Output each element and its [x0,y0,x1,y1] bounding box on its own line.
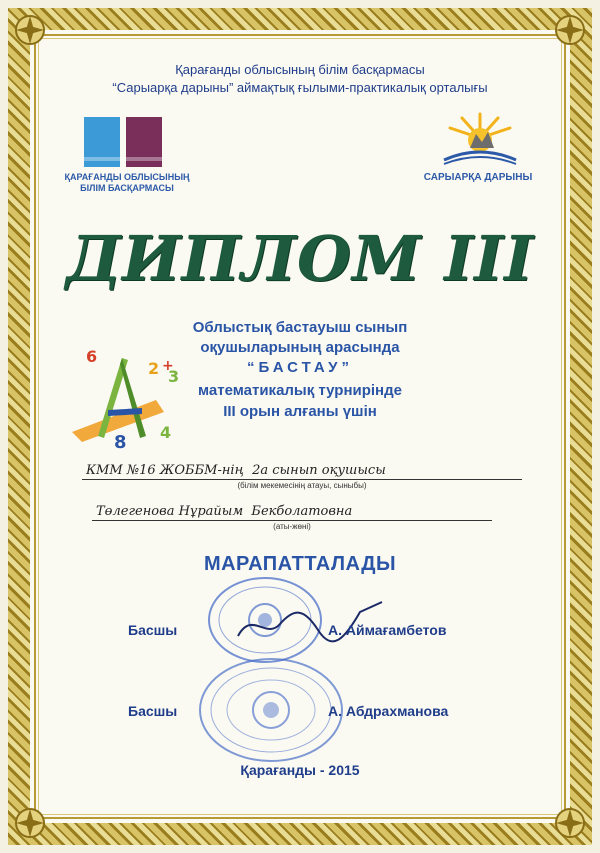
svg-text:4: 4 [160,423,172,442]
svg-text:2: 2 [148,359,160,378]
name-field [92,498,492,521]
description-line-2: оқушыларының арасында [200,339,400,356]
education-department-caption [52,172,202,194]
svg-text:+: + [162,358,174,374]
saryarka-daryny-caption: САРЫАРҚА ДАРЫНЫ [423,172,533,183]
logo-left-caption-line2: БІЛІМ БАСҚАРМАСЫ [80,183,174,193]
logo-left-caption-line1: ҚАРАҒАНДЫ ОБЛЫСЫНЫҢ [64,172,190,182]
description-line-1: Облыстық бастауыш сынып [192,319,408,336]
official-seal-icon [196,655,346,770]
svg-text:8: 8 [114,432,127,453]
svg-text:6: 6 [86,347,98,366]
name-caption: (аты-жөні) [273,522,311,531]
school-field [82,457,522,480]
organization-line-1: Қарағанды облысының білім басқармасы [175,62,425,77]
corner-ornament-icon [10,803,50,843]
signatory-1-name: А. Аймағамбетов [328,622,447,638]
description-line-5: III орын алғаны үшін [223,403,377,420]
city-year: Қарағанды - 2015 [240,762,360,778]
name-value: Төлегенова Нұрайым Бекболатовна [96,504,353,519]
corner-ornament-icon [550,803,590,843]
organization-line-2: “Сарыарқа дарыны” аймақтық ғылыми-практикалық орталығы [112,80,488,95]
corner-ornament-icon [10,10,50,50]
awarded-heading: МАРАПАТТАЛАДЫ [203,553,397,575]
corner-ornament-icon [550,10,590,50]
signatory-2-role: Басшы [128,703,178,719]
signatory-2-name: А. Абдрахманова [328,703,449,719]
school-caption: (білім мекемесінің атауы, сыныбы) [237,481,367,490]
education-department-logo-icon [82,113,164,171]
description-line-4: математикалық турнирінде [198,382,402,399]
signatory-1-role: Басшы [128,622,178,638]
saryarka-daryny-logo-icon [430,108,530,170]
svg-text:3: 3 [168,367,180,386]
diploma-title: ДИПЛОМ III [65,222,535,295]
competition-name: “БАСТАУ” [247,359,353,376]
school-value: КММ №16 ЖОББМ-нің 2а сынып оқушысы [86,463,386,478]
